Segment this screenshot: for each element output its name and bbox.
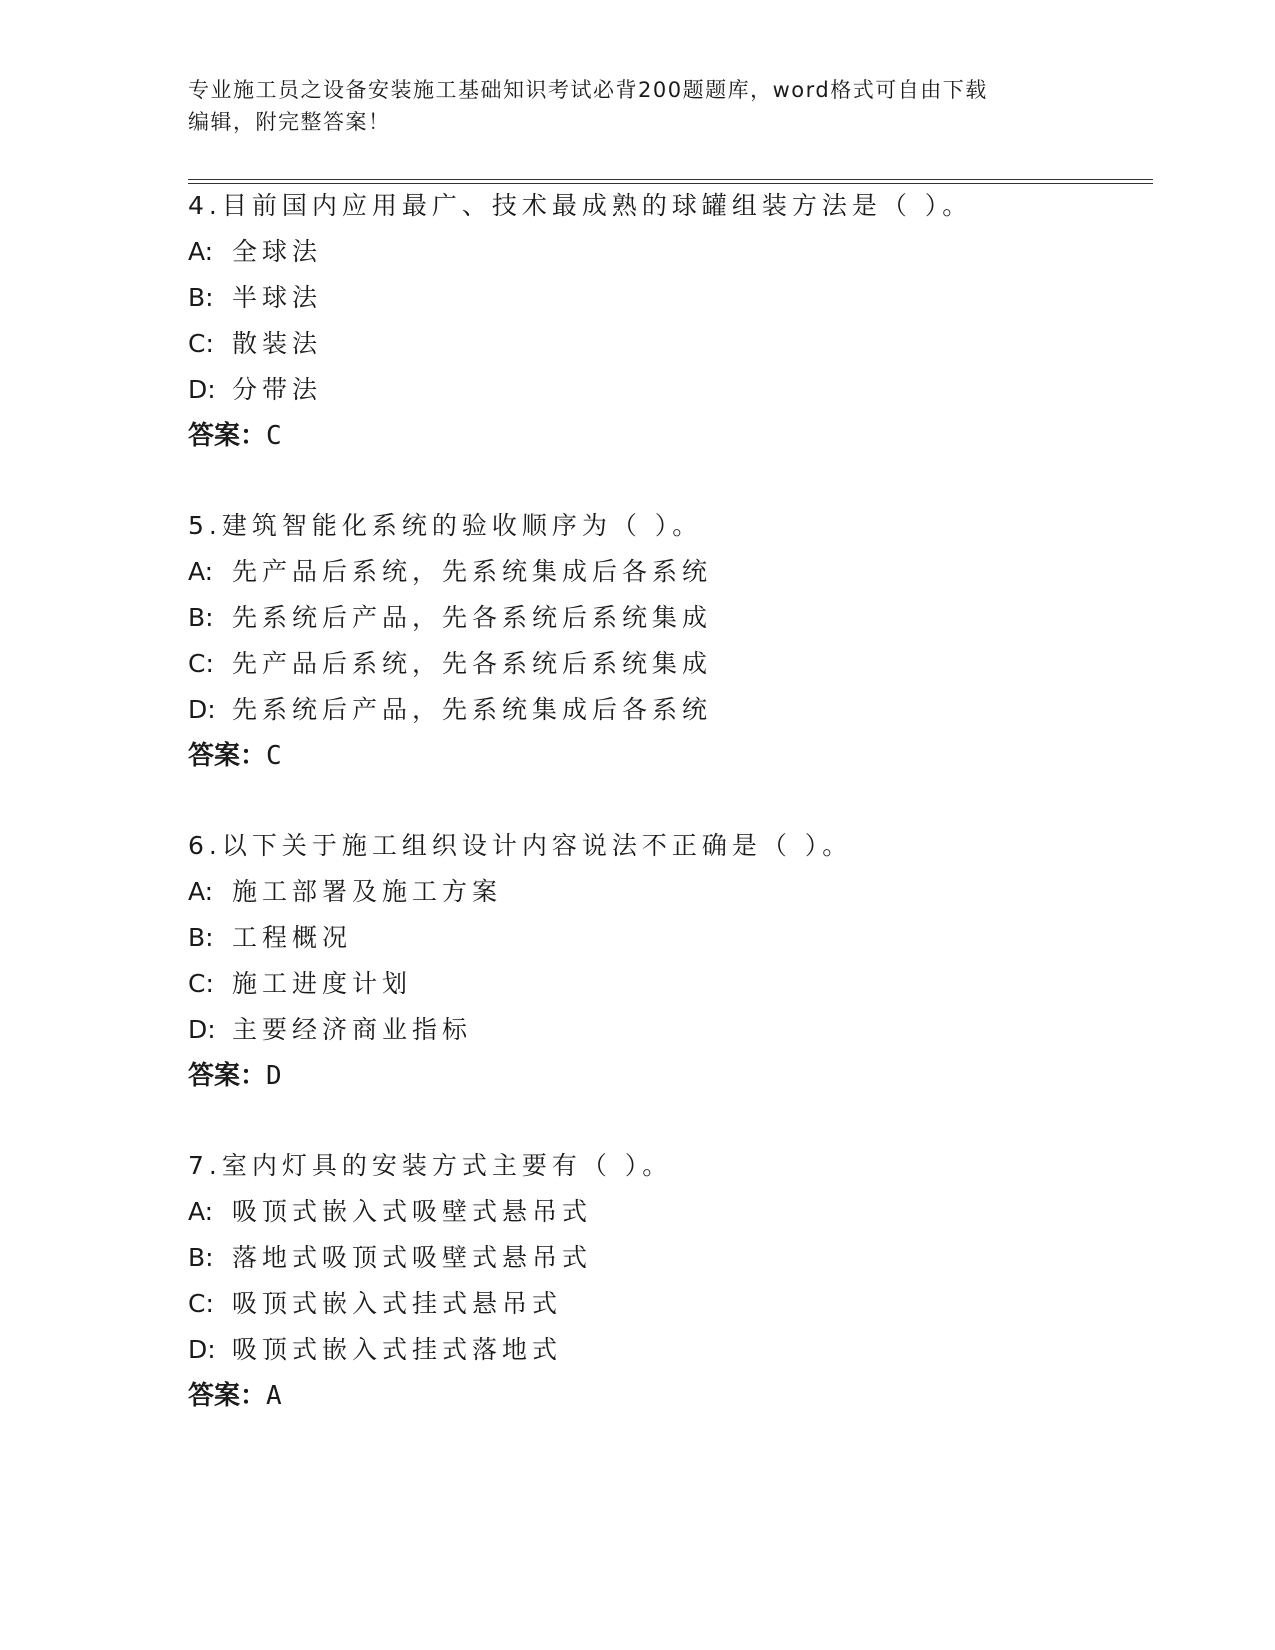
answer-line bbox=[188, 413, 1148, 459]
option-row bbox=[188, 229, 1148, 275]
option-row bbox=[188, 869, 1148, 915]
answer-value: C bbox=[266, 421, 282, 451]
question-stem: 7.室内灯具的安装方式主要有（ ）。 bbox=[188, 1151, 673, 1180]
option-row bbox=[188, 321, 1148, 367]
answer-value: D bbox=[266, 1061, 282, 1091]
option-text: 施工部署及施工方案 bbox=[232, 877, 503, 906]
answer-value: C bbox=[266, 741, 282, 771]
option-row bbox=[188, 549, 1148, 595]
option-text: 工程概况 bbox=[232, 923, 353, 952]
option-text: 先产品后系统，先各系统后系统集成 bbox=[232, 649, 713, 678]
option-text: 半球法 bbox=[232, 283, 323, 312]
option-row bbox=[188, 1007, 1148, 1053]
option-label: B: bbox=[188, 603, 214, 632]
option-row bbox=[188, 1281, 1148, 1327]
option-row bbox=[188, 595, 1148, 641]
option-label: B: bbox=[188, 923, 214, 952]
answer-label: 答案： bbox=[188, 421, 267, 451]
option-text: 落地式吸顶式吸壁式悬吊式 bbox=[232, 1243, 593, 1272]
question-block bbox=[188, 823, 1148, 1099]
option-label: D: bbox=[188, 695, 216, 724]
option-label: C: bbox=[188, 329, 214, 358]
option-row bbox=[188, 687, 1148, 733]
answer-line bbox=[188, 1053, 1148, 1099]
answer-line bbox=[188, 1373, 1148, 1419]
option-text: 全球法 bbox=[232, 237, 323, 266]
option-label: A: bbox=[188, 877, 214, 906]
option-label: C: bbox=[188, 649, 214, 678]
option-label: A: bbox=[188, 237, 214, 266]
answer-label: 答案： bbox=[188, 741, 267, 771]
document-header bbox=[188, 74, 1088, 138]
option-label: C: bbox=[188, 1289, 214, 1318]
option-text: 主要经济商业指标 bbox=[232, 1015, 473, 1044]
option-row bbox=[188, 915, 1148, 961]
option-label: B: bbox=[188, 283, 214, 312]
header-line-2: 编辑，附完整答案！ bbox=[188, 110, 391, 134]
option-label: D: bbox=[188, 1015, 216, 1044]
option-label: B: bbox=[188, 1243, 214, 1272]
question-block bbox=[188, 503, 1148, 779]
answer-line bbox=[188, 733, 1148, 779]
option-text: 分带法 bbox=[232, 375, 323, 404]
option-row bbox=[188, 367, 1148, 413]
option-row bbox=[188, 1189, 1148, 1235]
option-text: 先系统后产品，先各系统后系统集成 bbox=[232, 603, 713, 632]
option-text: 散装法 bbox=[232, 329, 323, 358]
option-label: A: bbox=[188, 557, 214, 586]
option-label: D: bbox=[188, 375, 216, 404]
option-row bbox=[188, 641, 1148, 687]
header-line-1: 专业施工员之设备安装施工基础知识考试必背200题题库，word格式可自由下载 bbox=[188, 78, 988, 102]
option-label: D: bbox=[188, 1335, 216, 1364]
option-row bbox=[188, 1235, 1148, 1281]
option-label: C: bbox=[188, 969, 214, 998]
question-stem: 6.以下关于施工组织设计内容说法不正确是（ ）。 bbox=[188, 831, 853, 860]
option-text: 施工进度计划 bbox=[232, 969, 413, 998]
option-row bbox=[188, 1327, 1148, 1373]
option-text: 先产品后系统，先系统集成后各系统 bbox=[232, 557, 713, 586]
option-text: 吸顶式嵌入式挂式落地式 bbox=[232, 1335, 563, 1364]
question-block bbox=[188, 1143, 1148, 1419]
answer-label: 答案： bbox=[188, 1061, 267, 1091]
header-divider-top bbox=[188, 179, 1153, 180]
question-block bbox=[188, 183, 1148, 459]
question-stem: 4.目前国内应用最广、技术最成熟的球罐组装方法是（ ）。 bbox=[188, 191, 973, 220]
option-label: A: bbox=[188, 1197, 214, 1226]
option-text: 吸顶式嵌入式吸壁式悬吊式 bbox=[232, 1197, 593, 1226]
option-row bbox=[188, 275, 1148, 321]
answer-value: A bbox=[266, 1381, 282, 1411]
answer-label: 答案： bbox=[188, 1381, 267, 1411]
question-stem: 5.建筑智能化系统的验收顺序为（ ）。 bbox=[188, 511, 703, 540]
option-row bbox=[188, 961, 1148, 1007]
option-text: 先系统后产品，先系统集成后各系统 bbox=[232, 695, 713, 724]
option-text: 吸顶式嵌入式挂式悬吊式 bbox=[232, 1289, 563, 1318]
